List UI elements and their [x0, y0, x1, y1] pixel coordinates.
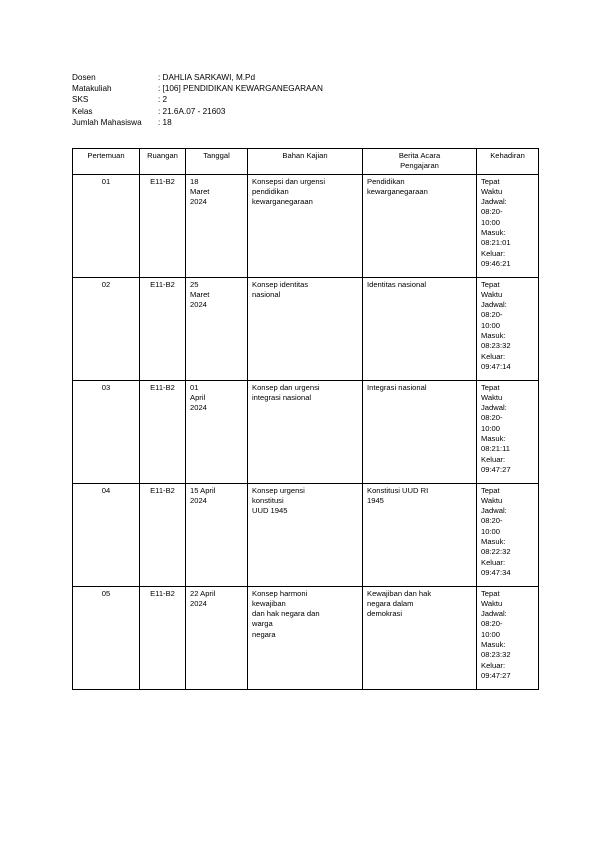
course-info	[72, 72, 323, 128]
info-value: : 21.6A.07 - 21603	[158, 106, 226, 116]
cell-bahan-kajian: Konsep harmoni kewajiban dan hak negara dan warga negara	[248, 586, 363, 689]
cell-berita-acara: Konstitusi UUD RI 1945	[363, 483, 477, 586]
header-pertemuan: Pertemuan	[73, 149, 140, 175]
cell-kehadiran: Tepat Waktu Jadwal: 08:20- 10:00 Masuk: 08:23:32 Keluar: 09:47:14	[477, 277, 539, 380]
cell-pertemuan: 01	[73, 174, 140, 277]
header-berita-acara: Berita Acara Pengajaran	[363, 149, 477, 175]
cell-berita-acara: Integrasi nasional	[363, 380, 477, 483]
cell-ruangan: E11-B2	[140, 380, 186, 483]
cell-tanggal: 15 April 2024	[186, 483, 248, 586]
cell-kehadiran: Tepat Waktu Jadwal: 08:20- 10:00 Masuk: 08:22:32 Keluar: 09:47:34	[477, 483, 539, 586]
cell-tanggal: 01 April 2024	[186, 380, 248, 483]
table-row	[73, 277, 539, 380]
cell-pertemuan: 02	[73, 277, 140, 380]
info-row-kelas	[72, 106, 323, 117]
cell-bahan-kajian: Konsep identitas nasional	[248, 277, 363, 380]
cell-ruangan: E11-B2	[140, 277, 186, 380]
cell-kehadiran: Tepat Waktu Jadwal: 08:20- 10:00 Masuk: 08:23:32 Keluar: 09:47:27	[477, 586, 539, 689]
cell-berita-acara: Pendidikan kewarganegaraan	[363, 174, 477, 277]
table-row	[73, 586, 539, 689]
cell-kehadiran: Tepat Waktu Jadwal: 08:20- 10:00 Masuk: 08:21:01 Keluar: 09:46:21	[477, 174, 539, 277]
info-label: SKS	[72, 95, 89, 105]
cell-pertemuan: 04	[73, 483, 140, 586]
info-value: : 18	[158, 117, 172, 127]
cell-berita-acara: Kewajiban dan hak negara dalam demokrasi	[363, 586, 477, 689]
cell-kehadiran: Tepat Waktu Jadwal: 08:20- 10:00 Masuk: 08:21:11 Keluar: 09:47:27	[477, 380, 539, 483]
table-row	[73, 483, 539, 586]
info-value: : DAHLIA SARKAWI, M.Pd	[158, 73, 256, 82]
cell-berita-acara: Identitas nasional	[363, 277, 477, 380]
cell-pertemuan: 03	[73, 380, 140, 483]
info-label: Dosen	[72, 73, 96, 82]
cell-tanggal: 22 April 2024	[186, 586, 248, 689]
table-row	[73, 380, 539, 483]
table-row	[73, 174, 539, 277]
info-label: Matakuliah	[72, 84, 112, 94]
cell-bahan-kajian: Konsep dan urgensi integrasi nasional	[248, 380, 363, 483]
info-label: Jumlah Mahasiswa	[72, 117, 142, 127]
header-ruangan: Ruangan	[140, 149, 186, 175]
attendance-table	[72, 148, 539, 690]
info-row-sks	[72, 94, 323, 105]
cell-bahan-kajian: Konsep urgensi konstitusi UUD 1945	[248, 483, 363, 586]
table-header-row	[73, 149, 539, 175]
cell-ruangan: E11-B2	[140, 483, 186, 586]
info-row-matakuliah	[72, 83, 323, 94]
info-row-dosen	[72, 72, 323, 83]
cell-bahan-kajian: Konsepsi dan urgensi pendidikan kewarganegaraan	[248, 174, 363, 277]
info-value: : 2	[158, 95, 168, 105]
cell-tanggal: 18 Maret 2024	[186, 174, 248, 277]
header-tanggal: Tanggal	[186, 149, 248, 175]
info-label: Kelas	[72, 106, 93, 116]
info-row-jumlah	[72, 117, 323, 128]
header-kehadiran: Kehadiran	[477, 149, 539, 175]
header-bahan-kajian: Bahan Kajian	[248, 149, 363, 175]
info-value: : [106] PENDIDIKAN KEWARGANEGARAAN	[158, 84, 323, 94]
cell-pertemuan: 05	[73, 586, 140, 689]
cell-ruangan: E11-B2	[140, 586, 186, 689]
cell-tanggal: 25 Maret 2024	[186, 277, 248, 380]
cell-ruangan: E11-B2	[140, 174, 186, 277]
